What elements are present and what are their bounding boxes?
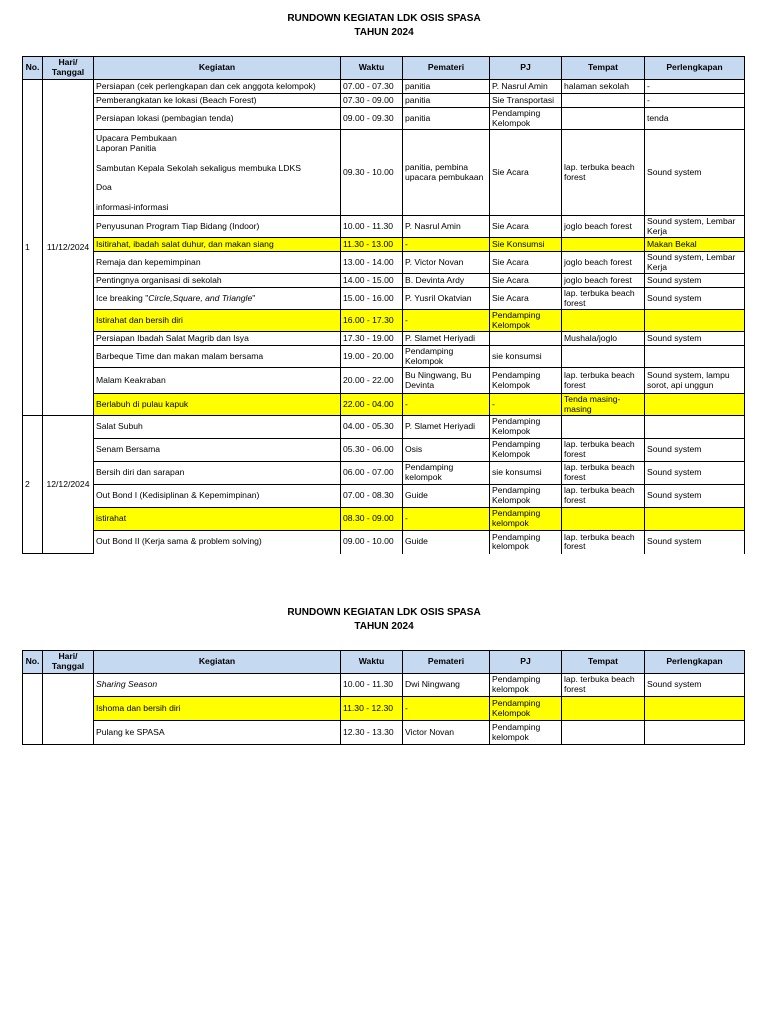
table-row	[23, 368, 745, 394]
cell-kegiatan: Persiapan (cek perlengkapan dan cek anggota kelompok)	[94, 80, 341, 94]
cell-kegiatan: Barbeque Time dan makan malam bersama	[94, 346, 341, 368]
cell-kegiatan: Pentingnya organisasi di sekolah	[94, 274, 341, 288]
cell-tempat: lap. terbuka beach forest	[562, 130, 645, 216]
table-row	[23, 439, 745, 462]
table-row	[23, 462, 745, 485]
day-number: 2	[23, 416, 43, 554]
cell-waktu: 08.30 - 09.00	[341, 508, 403, 531]
cell-perlengkapan	[645, 310, 745, 332]
cell-tempat: joglo beach forest	[562, 274, 645, 288]
cell-waktu: 04.00 - 05.30	[341, 416, 403, 439]
cell-pj: Pendamping Kelompok	[490, 108, 562, 130]
cell-perlengkapan: Sound system	[645, 274, 745, 288]
cell-pemateri: -	[403, 394, 490, 416]
rundown-table-continued	[22, 650, 745, 745]
cell-pj: Pendamping Kelompok	[490, 416, 562, 439]
cell-pj: -	[490, 394, 562, 416]
cell-waktu: 14.00 - 15.00	[341, 274, 403, 288]
cell-perlengkapan	[645, 394, 745, 416]
cell-waktu: 05.30 - 06.00	[341, 439, 403, 462]
cell-pemateri: panitia	[403, 80, 490, 94]
kegiatan-emphasis: Circle,Square, and Triangle	[148, 292, 253, 303]
cell-pj: Sie Acara	[490, 274, 562, 288]
cell-pj: Pendamping Kelompok	[490, 368, 562, 394]
table-row	[23, 697, 745, 721]
cell-pj: P. Nasrul Amin	[490, 80, 562, 94]
cell-kegiatan: Berlabuh di pulau kapuk	[94, 394, 341, 416]
cell-pemateri: Pendamping Kelompok	[403, 346, 490, 368]
page-title: RUNDOWN KEGIATAN LDK OSIS SPASA	[287, 607, 481, 618]
cell-pj: Pendamping Kelompok	[490, 485, 562, 508]
cell-pj: Pendamping kelompok	[490, 508, 562, 531]
cell-waktu: 07.00 - 08.30	[341, 485, 403, 508]
cell-perlengkapan	[645, 416, 745, 439]
cell-tempat: Mushala/joglo	[562, 332, 645, 346]
cell-perlengkapan	[645, 697, 745, 721]
cell-kegiatan: Persiapan Ibadah Salat Magrib dan Isya	[94, 332, 341, 346]
cell-kegiatan: Bersih diri dan sarapan	[94, 462, 341, 485]
cell-pemateri: P. Slamet Heriyadi	[403, 416, 490, 439]
cell-kegiatan: Pemberangkatan ke lokasi (Beach Forest)	[94, 94, 341, 108]
cell-kegiatan: Salat Subuh	[94, 416, 341, 439]
cell-perlengkapan: Makan Bekal	[645, 238, 745, 252]
day-number: 1	[23, 80, 43, 416]
cell-tempat	[562, 508, 645, 531]
cell-waktu: 11.30 - 12.30	[341, 697, 403, 721]
table-row	[23, 238, 745, 252]
cell-waktu: 15.00 - 16.00	[341, 288, 403, 310]
cell-kegiatan: Remaja dan kepemimpinan	[94, 252, 341, 274]
cell-pemateri: Guide	[403, 485, 490, 508]
rundown-table	[22, 56, 745, 554]
cell-pj: Pendamping Kelompok	[490, 439, 562, 462]
cell-tempat: lap. terbuka beach forest	[562, 674, 645, 697]
cell-perlengkapan	[645, 508, 745, 531]
day-date: 11/12/2024	[43, 80, 94, 416]
cell-kegiatan: Isitirahat, ibadah salat duhur, dan makan siang	[94, 238, 341, 252]
day-date: 12/12/2024	[43, 416, 94, 554]
cell-pemateri: panitia, pembina upacara pembukaan	[403, 130, 490, 216]
col-header-tempat: Tempat	[562, 57, 645, 80]
cell-tempat: lap. terbuka beach forest	[562, 368, 645, 394]
table-row	[23, 416, 745, 439]
cell-waktu: 09.30 - 10.00	[341, 130, 403, 216]
cell-waktu: 10.00 - 11.30	[341, 674, 403, 697]
cell-tempat	[562, 108, 645, 130]
cell-kegiatan: Out Bond II (Kerja sama & problem solving)	[94, 531, 341, 554]
cell-perlengkapan: Sound system	[645, 674, 745, 697]
cell-pemateri: -	[403, 238, 490, 252]
cell-waktu: 20.00 - 22.00	[341, 368, 403, 394]
cell-tempat: lap. terbuka beach forest	[562, 531, 645, 554]
cell-pemateri: Bu Ningwang, Bu Devinta	[403, 368, 490, 394]
cell-tempat: joglo beach forest	[562, 252, 645, 274]
table-row	[23, 274, 745, 288]
cell-tempat	[562, 721, 645, 745]
cell-tempat: lap. terbuka beach forest	[562, 439, 645, 462]
cell-waktu: 10.00 - 11.30	[341, 216, 403, 238]
cell-kegiatan: Senam Bersama	[94, 439, 341, 462]
cell-pj: Pendamping kelompok	[490, 674, 562, 697]
col-header-no: No.	[23, 651, 43, 674]
cell-waktu: 09.00 - 09.30	[341, 108, 403, 130]
table-row	[23, 332, 745, 346]
cell-perlengkapan: tenda	[645, 108, 745, 130]
kegiatan-line: Doa	[96, 182, 112, 193]
cell-waktu: 07.00 - 07.30	[341, 80, 403, 94]
page-subtitle: TAHUN 2024	[354, 27, 414, 38]
table-row	[23, 394, 745, 416]
cell-perlengkapan: Sound system	[645, 332, 745, 346]
cell-waktu: 11.30 - 13.00	[341, 238, 403, 252]
page-title: RUNDOWN KEGIATAN LDK OSIS SPASA	[287, 13, 481, 24]
cell-kegiatan: Istirahat dan bersih diri	[94, 310, 341, 332]
cell-tempat: halaman sekolah	[562, 80, 645, 94]
cell-kegiatan: istirahat	[94, 508, 341, 531]
cell-pj: Pendamping Kelompok	[490, 697, 562, 721]
cell-perlengkapan: Sound system, Lembar Kerja	[645, 252, 745, 274]
cell-kegiatan: Pulang ke SPASA	[94, 721, 341, 745]
cell-pemateri: -	[403, 508, 490, 531]
cell-tempat: Tenda masing-masing	[562, 394, 645, 416]
cell-kegiatan: Ishoma dan bersih diri	[94, 697, 341, 721]
table-row	[23, 108, 745, 130]
kegiatan-text: "	[252, 292, 256, 303]
table-row	[23, 80, 745, 94]
col-header-tempat: Tempat	[562, 651, 645, 674]
table-row	[23, 674, 745, 697]
cell-tempat	[562, 94, 645, 108]
cell-perlengkapan: Sound system	[645, 485, 745, 508]
kegiatan-line: informasi-informasi	[96, 201, 169, 212]
cell-pemateri: panitia	[403, 108, 490, 130]
col-header-pj: PJ	[490, 651, 562, 674]
cell-pemateri: Guide	[403, 531, 490, 554]
day-date	[43, 674, 94, 745]
cell-pemateri: Osis	[403, 439, 490, 462]
cell-waktu: 16.00 - 17.30	[341, 310, 403, 332]
table-row	[23, 721, 745, 745]
cell-tempat	[562, 238, 645, 252]
cell-waktu: 12.30 - 13.30	[341, 721, 403, 745]
cell-perlengkapan: Sound system, Lembar Kerja	[645, 216, 745, 238]
cell-pemateri: B. Devinta Ardy	[403, 274, 490, 288]
cell-waktu: 13.00 - 14.00	[341, 252, 403, 274]
kegiatan-line: Sambutan Kepala Sekolah sekaligus membuka LDKS	[96, 162, 301, 173]
cell-pj: Sie Acara	[490, 288, 562, 310]
col-header-no: No.	[23, 57, 43, 80]
cell-perlengkapan: Sound system, lampu sorot, api unggun	[645, 368, 745, 394]
col-header-hari: Hari/ Tanggal	[43, 57, 94, 80]
page-subtitle: TAHUN 2024	[354, 621, 414, 632]
cell-kegiatan	[94, 288, 341, 310]
cell-tempat	[562, 310, 645, 332]
cell-pj: Sie Transportasi	[490, 94, 562, 108]
cell-waktu: 06.00 - 07.00	[341, 462, 403, 485]
table-row	[23, 485, 745, 508]
cell-tempat	[562, 346, 645, 368]
cell-tempat: lap. terbuka beach forest	[562, 288, 645, 310]
col-header-perlengkapan: Perlengkapan	[645, 57, 745, 80]
cell-tempat	[562, 416, 645, 439]
table-row	[23, 288, 745, 310]
cell-perlengkapan: Sound system	[645, 130, 745, 216]
kegiatan-line: Laporan Panitia	[96, 143, 157, 154]
table-row	[23, 130, 745, 216]
cell-perlengkapan: Sound system	[645, 462, 745, 485]
cell-pj: Sie Acara	[490, 130, 562, 216]
cell-kegiatan: Penyusunan Program Tiap Bidang (Indoor)	[94, 216, 341, 238]
col-header-waktu: Waktu	[341, 57, 403, 80]
table-row	[23, 508, 745, 531]
day-number	[23, 674, 43, 745]
table-row	[23, 310, 745, 332]
cell-waktu: 19.00 - 20.00	[341, 346, 403, 368]
cell-perlengkapan: Sound system	[645, 439, 745, 462]
table-row	[23, 252, 745, 274]
col-header-hari: Hari/ Tanggal	[43, 651, 94, 674]
cell-kegiatan: Sharing Season	[94, 674, 341, 697]
table-row	[23, 94, 745, 108]
cell-pj: Pendamping kelompok	[490, 721, 562, 745]
cell-kegiatan: Out Bond I (Kedisiplinan & Kepemimpinan)	[94, 485, 341, 508]
cell-perlengkapan: Sound system	[645, 531, 745, 554]
cell-pemateri: P. Slamet Heriyadi	[403, 332, 490, 346]
cell-pemateri: P. Yusril Okatvian	[403, 288, 490, 310]
cell-pj: Sie Acara	[490, 216, 562, 238]
col-header-kegiatan: Kegiatan	[94, 57, 341, 80]
cell-perlengkapan: -	[645, 80, 745, 94]
table-row	[23, 216, 745, 238]
col-header-pj: PJ	[490, 57, 562, 80]
cell-pj: sie konsumsi	[490, 462, 562, 485]
cell-pemateri: -	[403, 310, 490, 332]
cell-perlengkapan	[645, 721, 745, 745]
cell-pemateri: panitia	[403, 94, 490, 108]
cell-waktu: 07.30 - 09.00	[341, 94, 403, 108]
col-header-pemateri: Pemateri	[403, 57, 490, 80]
cell-waktu: 17.30 - 19.00	[341, 332, 403, 346]
col-header-waktu: Waktu	[341, 651, 403, 674]
kegiatan-text: Ice breaking "	[96, 292, 149, 303]
cell-perlengkapan: Sound system	[645, 288, 745, 310]
cell-kegiatan: Persiapan lokasi (pembagian tenda)	[94, 108, 341, 130]
cell-pemateri: P. Victor Novan	[403, 252, 490, 274]
header-row	[23, 57, 745, 80]
cell-pemateri: Pendamping kelompok	[403, 462, 490, 485]
cell-kegiatan	[94, 130, 341, 216]
cell-tempat: lap. terbuka beach forest	[562, 462, 645, 485]
col-header-pemateri: Pemateri	[403, 651, 490, 674]
cell-perlengkapan	[645, 346, 745, 368]
cell-kegiatan: Malam Keakraban	[94, 368, 341, 394]
cell-waktu: 09.00 - 10.00	[341, 531, 403, 554]
cell-waktu: 22.00 - 04.00	[341, 394, 403, 416]
table-row	[23, 531, 745, 554]
cell-tempat: joglo beach forest	[562, 216, 645, 238]
cell-pemateri: -	[403, 697, 490, 721]
header-row	[23, 651, 745, 674]
cell-tempat	[562, 697, 645, 721]
cell-pj: sie konsumsi	[490, 346, 562, 368]
cell-pj: Sie Acara	[490, 252, 562, 274]
cell-pj: Pendamping Kelompok	[490, 310, 562, 332]
cell-pj: Sie Konsumsi	[490, 238, 562, 252]
table-row	[23, 346, 745, 368]
cell-pemateri: Victor Novan	[403, 721, 490, 745]
cell-pemateri: P. Nasrul Amin	[403, 216, 490, 238]
kegiatan-line: Upacara Pembukaan	[96, 132, 177, 143]
cell-pj	[490, 332, 562, 346]
col-header-kegiatan: Kegiatan	[94, 651, 341, 674]
cell-perlengkapan: -	[645, 94, 745, 108]
cell-tempat: lap. terbuka beach forest	[562, 485, 645, 508]
cell-pj: Pendamping kelompok	[490, 531, 562, 554]
col-header-perlengkapan: Perlengkapan	[645, 651, 745, 674]
cell-pemateri: Dwi Ningwang	[403, 674, 490, 697]
